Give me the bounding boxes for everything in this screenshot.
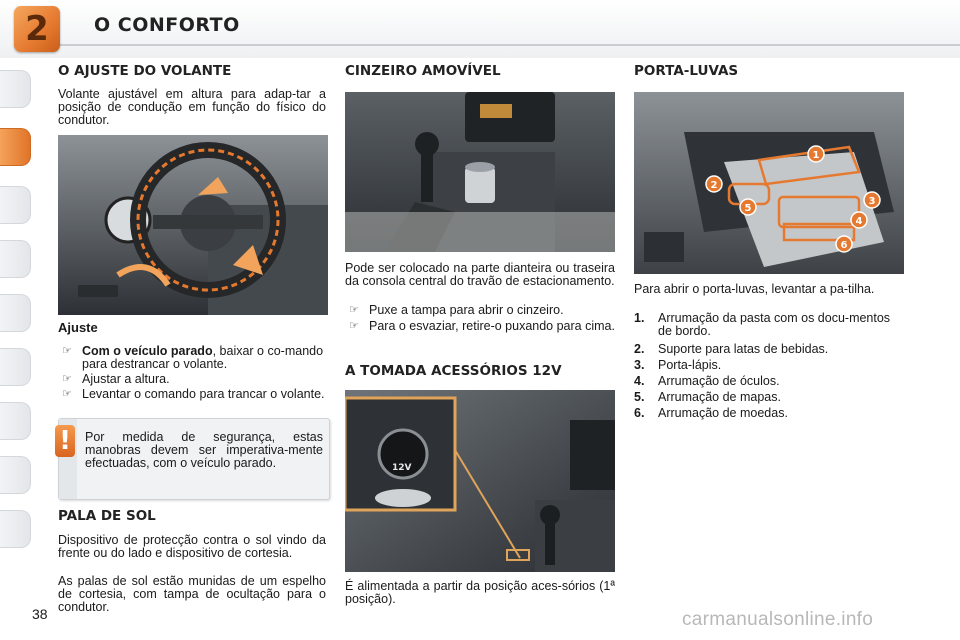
glovebox-item-5-number: 5. [634, 390, 645, 404]
header-rule [58, 44, 960, 46]
socket-photo [345, 390, 615, 572]
adjust-bullet-1 [58, 345, 326, 371]
glovebox-heading: PORTA-LUVAS [634, 63, 739, 79]
warning-text: Por medida de segurança, estas manobras devem ser imperativa-mente efectuadas, com o veículo parado. [85, 430, 323, 470]
pointing-hand-icon: ☞ [62, 373, 72, 385]
pointing-hand-icon: ☞ [349, 320, 359, 332]
ashtray-heading: CINZEIRO AMOVÍVEL [345, 63, 501, 79]
chapter-tab-9[interactable] [0, 510, 31, 548]
glovebox-item-6-text: Arrumação de moedas. [658, 406, 788, 420]
adjust-subheading: Ajuste [58, 320, 98, 335]
socket-paragraph: É alimentada a partir da posição aces-sórios (1ª posição). [345, 579, 615, 606]
glovebox-item-5-text: Arrumação de mapas. [658, 390, 781, 404]
adjust-bullet-1-text: , baixar o co-mando para destrancar o volante. [82, 344, 324, 371]
chapter-tab-4[interactable] [0, 240, 31, 278]
exclamation-icon: ! [55, 425, 75, 457]
ashtray-paragraph: Pode ser colocado na parte dianteira ou traseira da consola central do travão de estacionamento. [345, 261, 615, 288]
adjust-bullet-1-bold: Com o veículo parado [82, 344, 213, 358]
chapter-badge: 2 [14, 6, 60, 52]
glovebox-item-1 [634, 312, 904, 338]
callout-3: 3 [868, 196, 876, 207]
pointing-hand-icon: ☞ [62, 388, 72, 400]
ashtray-bullet-1-text: Puxe a tampa para abrir o cinzeiro. [369, 303, 564, 317]
ashtray-photo [345, 92, 615, 252]
glovebox-item-1-number: 1. [634, 311, 645, 325]
adjust-bullet-3 [58, 388, 326, 401]
chapter-tab-6[interactable] [0, 348, 31, 386]
chapter-tab-2-active[interactable] [0, 128, 31, 166]
ashtray-bullet-2 [345, 320, 615, 333]
adjust-bullet-2 [58, 373, 326, 386]
glovebox-item-1-text: Arrumação da pasta com os docu-mentos de bordo. [658, 311, 891, 338]
callout-2: 2 [710, 180, 718, 191]
pointing-hand-icon: ☞ [62, 345, 72, 357]
glovebox-item-4-number: 4. [634, 374, 645, 388]
glovebox-item-6 [634, 407, 904, 420]
glovebox-item-6-number: 6. [634, 406, 645, 420]
adjust-bullet-3-text: Levantar o comando para trancar o volante. [82, 387, 325, 401]
callout-5: 5 [744, 203, 752, 214]
steering-wheel-photo [58, 135, 328, 315]
glovebox-item-3 [634, 359, 904, 372]
sun-visor-paragraph-2: As palas de sol estão munidas de um espelho de cortesia, com tampa de ocultação para o condutor. [58, 574, 326, 614]
steering-heading: O AJUSTE DO VOLANTE [58, 63, 232, 79]
watermark: carmanualsonline.info [682, 609, 874, 630]
chapter-title: O CONFORTO [94, 14, 240, 36]
glovebox-item-4-text: Arrumação de óculos. [658, 374, 780, 388]
steering-intro: Volante ajustável em altura para adap-tar a posição de condução em função do físico do condutor. [58, 87, 326, 127]
pointing-hand-icon: ☞ [349, 304, 359, 316]
glovebox-item-2-text: Suporte para latas de bebidas. [658, 342, 829, 356]
glovebox-item-5 [634, 391, 904, 404]
callout-1: 1 [812, 150, 820, 161]
safety-warning-box [58, 418, 330, 500]
glovebox-intro: Para abrir o porta-luvas, levantar a pa-tilha. [634, 282, 875, 296]
callout-6: 6 [840, 240, 848, 251]
chapter-tab-5[interactable] [0, 294, 31, 332]
glovebox-item-3-text: Porta-lápis. [658, 358, 722, 372]
chapter-tab-1[interactable] [0, 70, 31, 108]
glovebox-item-3-number: 3. [634, 358, 645, 372]
adjust-bullet-2-text: Ajustar a altura. [82, 372, 170, 386]
chapter-tab-8[interactable] [0, 456, 31, 494]
glovebox-photo [634, 92, 904, 274]
sun-visor-paragraph-1: Dispositivo de protecção contra o sol vindo da frente ou do lado e dispositivo de cortesia. [58, 533, 326, 560]
chapter-tab-7[interactable] [0, 402, 31, 440]
page-number: 38 [32, 606, 48, 622]
glovebox-item-4 [634, 375, 904, 388]
socket-12v-label: 12V [392, 463, 412, 473]
glovebox-item-2-number: 2. [634, 342, 645, 356]
sun-visor-heading: PALA DE SOL [58, 508, 156, 524]
ashtray-bullet-2-text: Para o esvaziar, retire-o puxando para cima. [369, 319, 615, 333]
ashtray-bullet-1 [345, 304, 615, 317]
glovebox-item-2 [634, 343, 904, 356]
callout-4: 4 [855, 216, 863, 227]
socket-heading: A TOMADA ACESSÓRIOS 12V [345, 363, 562, 379]
chapter-tab-3[interactable] [0, 186, 31, 224]
